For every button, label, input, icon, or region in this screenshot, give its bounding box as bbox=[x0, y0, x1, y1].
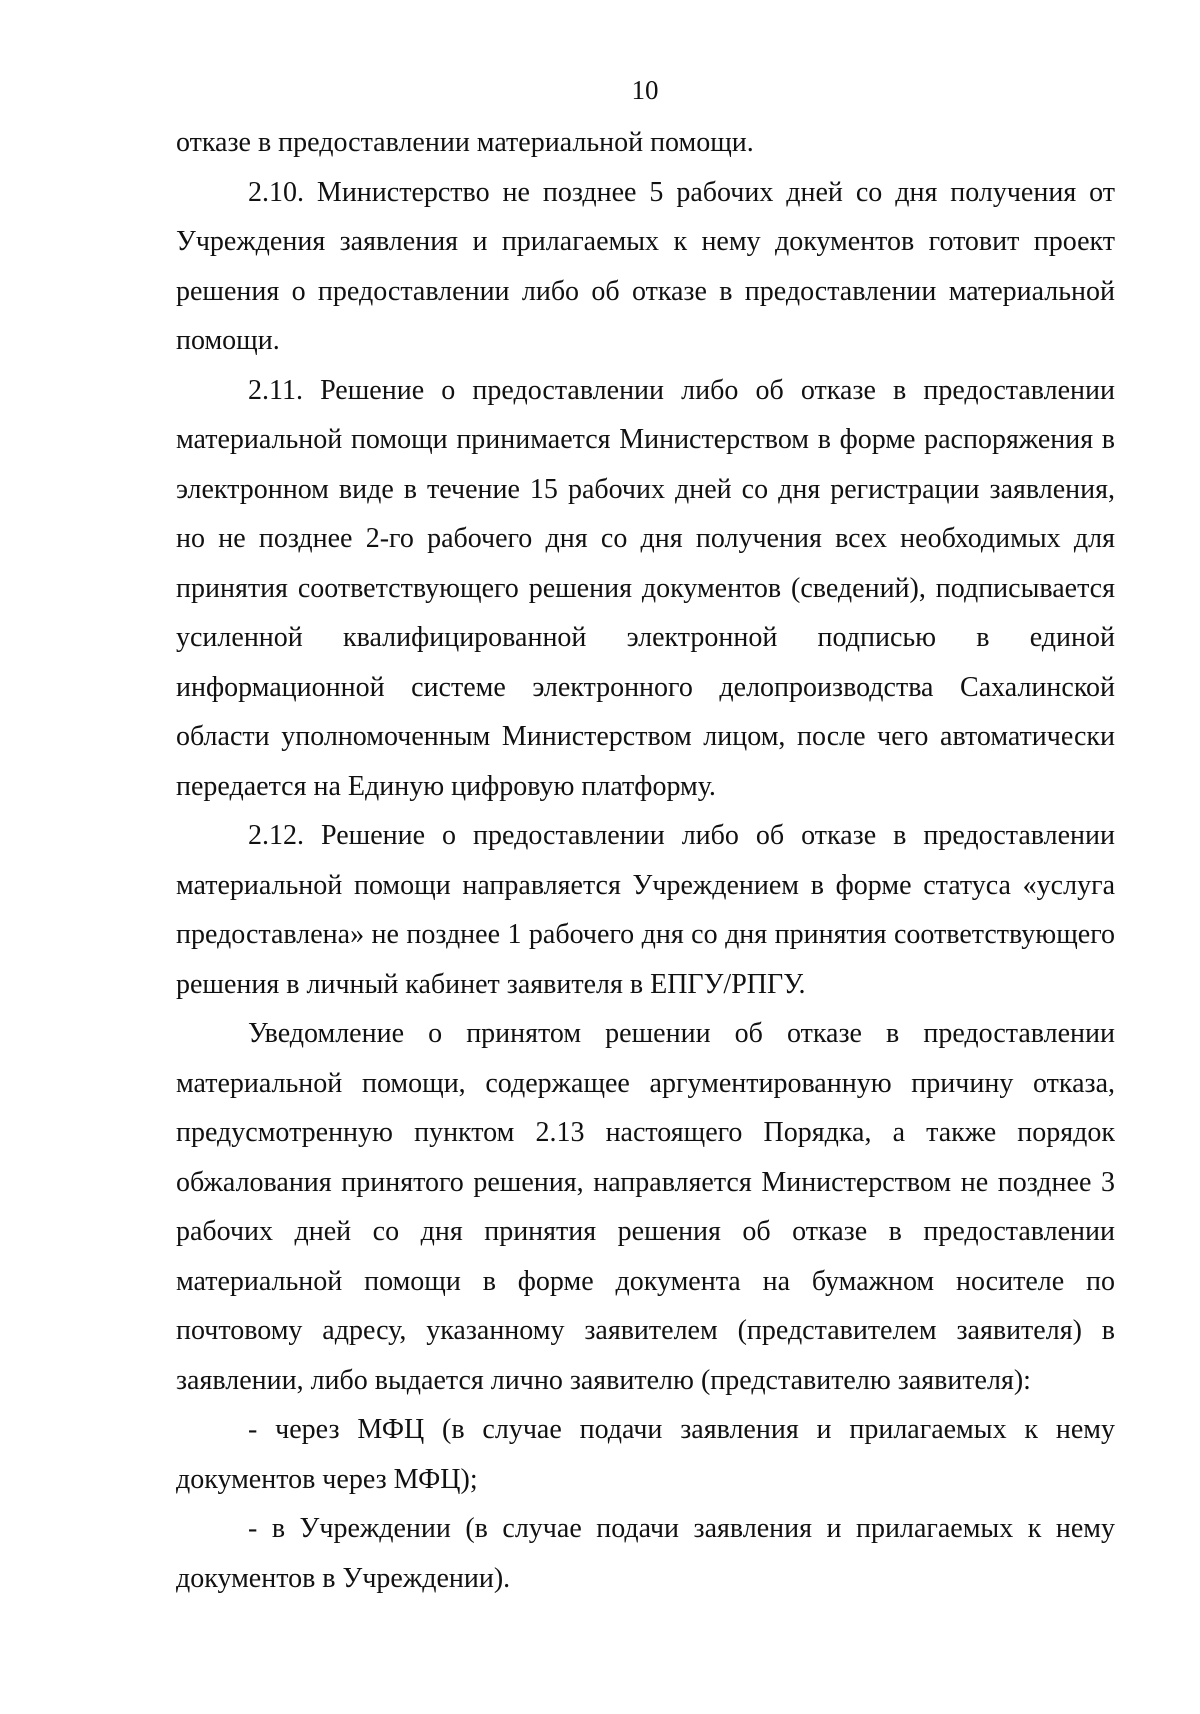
paragraph-2-12: 2.12. Решение о предоставлении либо об отказе в предоставлении материальной помощи направляется Учреждением в форме статуса «услуга предоставлена» не позднее 1 рабочего дня со дня принятия соответствующего решения в личный кабинет заявителя в ЕПГУ/РПГУ. bbox=[176, 820, 1115, 1000]
paragraph-2-11: 2.11. Решение о предоставлении либо об отказе в предоставлении материальной помощи принимается Министерством в форме распоряжения в электронном виде в течение 15 рабочих дней со дня регистрации заявления, но не позднее 2-го рабочего дня со дня получения всех необходимых для принятия соответствующего решения документов (сведений), подписывается усиленной квалифицированной электронной подписью в единой информационной системе электронного делопроизводства Сахалинской области уполномоченным Министерством лицом, после чего автоматически передается на Единую цифровую платформу. bbox=[176, 374, 1115, 802]
paragraph-continuation: отказе в предоставлении материальной помощи. bbox=[176, 127, 754, 158]
page-number: 10 bbox=[631, 75, 659, 105]
document-body bbox=[176, 118, 1115, 1603]
paragraph-2-10: 2.10. Министерство не позднее 5 рабочих дней со дня получения от Учреждения заявления и прилагаемых к нему документов готовит проект решения о предоставлении либо об отказе в предоставлении материальной помощи. bbox=[176, 176, 1115, 356]
list-item-mfc: - через МФЦ (в случае подачи заявления и прилагаемых к нему документов через МФЦ); bbox=[176, 1414, 1115, 1495]
list-item-institution: - в Учреждении (в случае подачи заявления и прилагаемых к нему документов в Учреждении). bbox=[176, 1513, 1115, 1594]
paragraph-notification: Уведомление о принятом решении об отказе в предоставлении материальной помощи, содержащее аргументированную причину отказа, предусмотренную пунктом 2.13 настоящего Порядка, а также порядок обжалования принятого решения, направляется Министерством не позднее 3 рабочих дней со дня принятия решения об отказе в предоставлении материальной помощи в форме документа на бумажном носителе по почтовому адресу, указанному заявителем (представителем заявителя) в заявлении, либо выдается лично заявителю (представителю заявителя): bbox=[176, 1018, 1115, 1396]
